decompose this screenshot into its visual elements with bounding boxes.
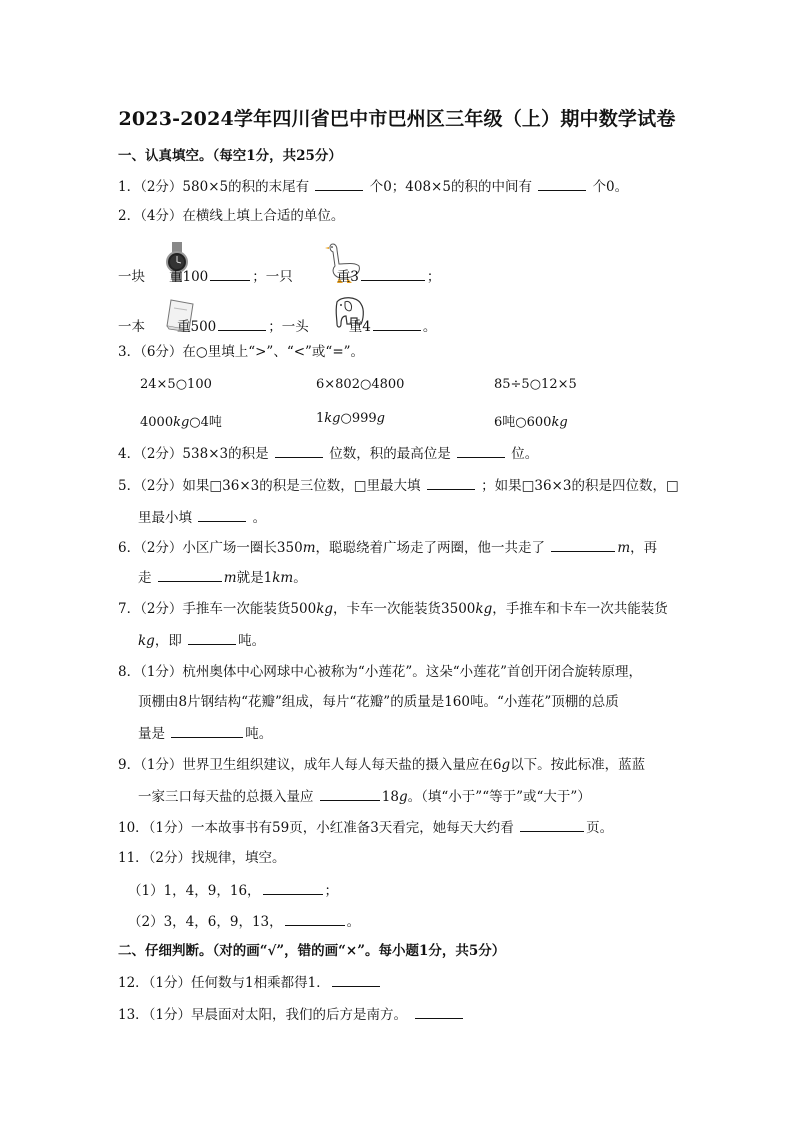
q2-blank-4[interactable]	[373, 316, 421, 331]
q6-unit-2: m	[617, 540, 631, 556]
q2-r2-text-b: 重500	[177, 319, 217, 335]
q8-text-d: 吨。	[245, 726, 273, 742]
question-2: 2．（4分）在横线上填上合适的单位。	[118, 208, 345, 224]
question-5-line-2	[138, 507, 266, 528]
question-9-line-1	[118, 755, 645, 775]
q6-unit-3: m	[223, 570, 237, 586]
section-2-heading: 二、仔细判断。（对的画“√”，错的画“×”。每小题1分，共5分）	[118, 943, 506, 959]
q4-blank-2[interactable]	[457, 443, 505, 458]
q3-item-4	[140, 411, 222, 430]
q3-i5-rest: ○999	[340, 411, 377, 426]
q2-blank-3[interactable]	[218, 316, 266, 331]
q2-r1-text-c: ；一只	[252, 269, 293, 285]
q11-s2-text: （2）3，4，6，9，13，	[128, 914, 283, 930]
question-7-line-1	[118, 599, 668, 619]
q6-text-c: ，再	[630, 540, 658, 556]
question-8-line-1: 8．（1分）杭州奥体中心网球中心被称为“小莲花”。这朵“小莲花”首创开闭合旋转原理，	[118, 664, 643, 680]
q6-unit-1: m	[302, 540, 316, 556]
q9-text-b: 以下。按此标准，蓝蓝	[510, 757, 646, 773]
q2-r2-text-a: 一本	[118, 319, 145, 335]
question-4	[118, 443, 538, 464]
q3-i4-unit: kg	[173, 415, 190, 430]
q11-s1-text: （1）1，4，9，16，	[128, 883, 261, 899]
q7-text-e: 吨。	[238, 633, 266, 649]
q9-text-e: 。（填“小于”“等于”或“大于”）	[407, 789, 591, 805]
q7-text-d: ，即	[154, 633, 182, 649]
q5-blank-1[interactable]	[427, 475, 475, 490]
q6-text-e: 就是1	[236, 570, 273, 586]
q3-i6-unit: kg	[551, 415, 568, 430]
q4-blank-1[interactable]	[275, 443, 323, 458]
question-10	[118, 817, 613, 838]
q3-item-5	[316, 411, 385, 426]
question-5-line-1	[118, 475, 679, 496]
question-9-line-2	[138, 786, 591, 807]
q6-text-a: 6．（2分）小区广场一圈长350	[118, 540, 303, 556]
q6-text-b: ，聪聪绕着广场走了两圈，他一共走了	[315, 540, 546, 556]
q11-blank-2[interactable]	[285, 911, 345, 926]
q7-text-a: 7．（2分）手推车一次能装货500	[118, 601, 317, 617]
q2-r1-text-a: 一块	[118, 269, 145, 285]
q6-text-f: 。	[293, 570, 307, 586]
question-1	[118, 176, 628, 197]
q7-text-b: ，卡车一次能装货3500	[333, 601, 476, 617]
q1-text-b: 个0；408×5的积的中间有	[369, 179, 532, 195]
question-11-sub-1	[128, 880, 338, 901]
q9-text-c: 一家三口每天盐的总摄入量应	[138, 789, 314, 805]
question-8-line-3	[138, 723, 272, 744]
q3-item-2: 6×802○4800	[316, 377, 405, 392]
question-3: 3．（6分）在○里填上“>”、“<”或“=”。	[118, 344, 365, 360]
q5-text-b: ；如果□36×3的积是四位数，□	[481, 478, 679, 494]
q12-blank-1[interactable]	[332, 972, 380, 987]
q1-text-a: 1．（2分）580×5的积的末尾有	[118, 179, 310, 195]
q10-text-a: 10．（1分）一本故事书有59页，小红准备3天看完，她每天大约看	[118, 820, 514, 836]
q6-blank-1[interactable]	[551, 537, 615, 552]
q2-blank-2[interactable]	[361, 266, 425, 281]
q4-text-c: 位。	[511, 446, 539, 462]
question-13	[118, 1004, 465, 1025]
q7-unit-1: kg	[316, 601, 334, 617]
q2-r1-text-b: 重100	[169, 269, 209, 285]
q2-r1-text-e: ；	[426, 269, 441, 285]
q2-blank-1[interactable]	[210, 266, 250, 281]
q1-blank-1[interactable]	[315, 176, 363, 191]
q2-r1-text-d: 重3	[336, 269, 359, 285]
q13-blank-1[interactable]	[415, 1004, 463, 1019]
q11-s1-end: ；	[324, 883, 339, 899]
q3-item-1: 24×5○100	[140, 377, 212, 392]
q7-unit-2: kg	[475, 601, 493, 617]
q11-blank-1[interactable]	[263, 880, 323, 895]
question-2-row-2	[118, 316, 436, 337]
q3-i5-unit: kg	[324, 411, 341, 426]
q5-text-d: 。	[252, 510, 267, 526]
q9-unit-2: g	[398, 789, 408, 805]
question-11: 11．（2分）找规律，填空。	[118, 850, 286, 866]
q5-text-a: 5．（2分）如果□36×3的积是三位数，□里最大填	[118, 478, 421, 494]
q3-i4-num: 4000	[140, 415, 174, 430]
q11-s2-end: 。	[346, 914, 361, 930]
q9-text-d: 18	[381, 789, 399, 805]
q3-i6-text: 6吨○600	[494, 415, 552, 430]
q7-unit-3: kg	[138, 633, 155, 649]
q9-text-a: 9．（1分）世界卫生组织建议，成年人每人每天盐的摄入量应在6	[118, 757, 502, 773]
q10-blank-1[interactable]	[520, 817, 584, 832]
q10-text-b: 页。	[586, 820, 614, 836]
q3-i5-num: 1	[316, 411, 325, 426]
q1-text-c: 个0。	[592, 179, 629, 195]
q2-r2-text-e: 。	[422, 319, 437, 335]
q6-blank-2[interactable]	[158, 567, 222, 582]
question-11-sub-2	[128, 911, 360, 932]
q7-text-c: ，手推车和卡车一次共能装货	[492, 601, 668, 617]
q3-item-3: 85÷5○12×5	[494, 377, 577, 392]
q3-i5-unit2: g	[376, 411, 385, 426]
q3-item-6	[494, 411, 568, 430]
page-title: 2023-2024学年四川省巴中市巴州区三年级（上）期中数学试卷	[118, 108, 676, 130]
q3-i4-rest: ○4吨	[189, 415, 222, 430]
question-6-line-2	[138, 567, 307, 588]
q5-blank-2[interactable]	[198, 507, 246, 522]
q6-text-d: 走	[138, 570, 152, 586]
q4-text-b: 位数，积的最高位是	[329, 446, 451, 462]
q12-text: 12．（1分）任何数与1相乘都得1．	[118, 975, 330, 991]
q4-text-a: 4．（2分）538×3的积是	[118, 446, 269, 462]
q13-text: 13．（1分）早晨面对太阳，我们的后方是南方。	[118, 1007, 408, 1023]
q7-blank-1[interactable]	[188, 630, 236, 645]
question-2-row-1	[118, 266, 440, 287]
q1-blank-2[interactable]	[538, 176, 586, 191]
question-7-line-2	[138, 630, 265, 651]
q2-r2-text-d: 重4	[348, 319, 371, 335]
q2-r2-text-c: ；一头	[268, 319, 309, 335]
question-12	[118, 972, 382, 993]
q5-text-c: 里最小填	[138, 510, 192, 526]
question-6-line-1	[118, 537, 657, 558]
q9-blank-1[interactable]	[320, 786, 380, 801]
q6-unit-4: km	[272, 570, 294, 586]
q8-blank-1[interactable]	[171, 723, 243, 738]
q8-text-c: 量是	[138, 726, 165, 742]
q9-unit-1: g	[501, 757, 511, 773]
section-1-heading: 一、认真填空。（每空1分，共25分）	[118, 148, 342, 164]
question-8-line-2: 顶棚由8片钢结构“花瓣”组成，每片“花瓣”的质量是160吨。“小莲花”顶棚的总质	[138, 694, 619, 710]
